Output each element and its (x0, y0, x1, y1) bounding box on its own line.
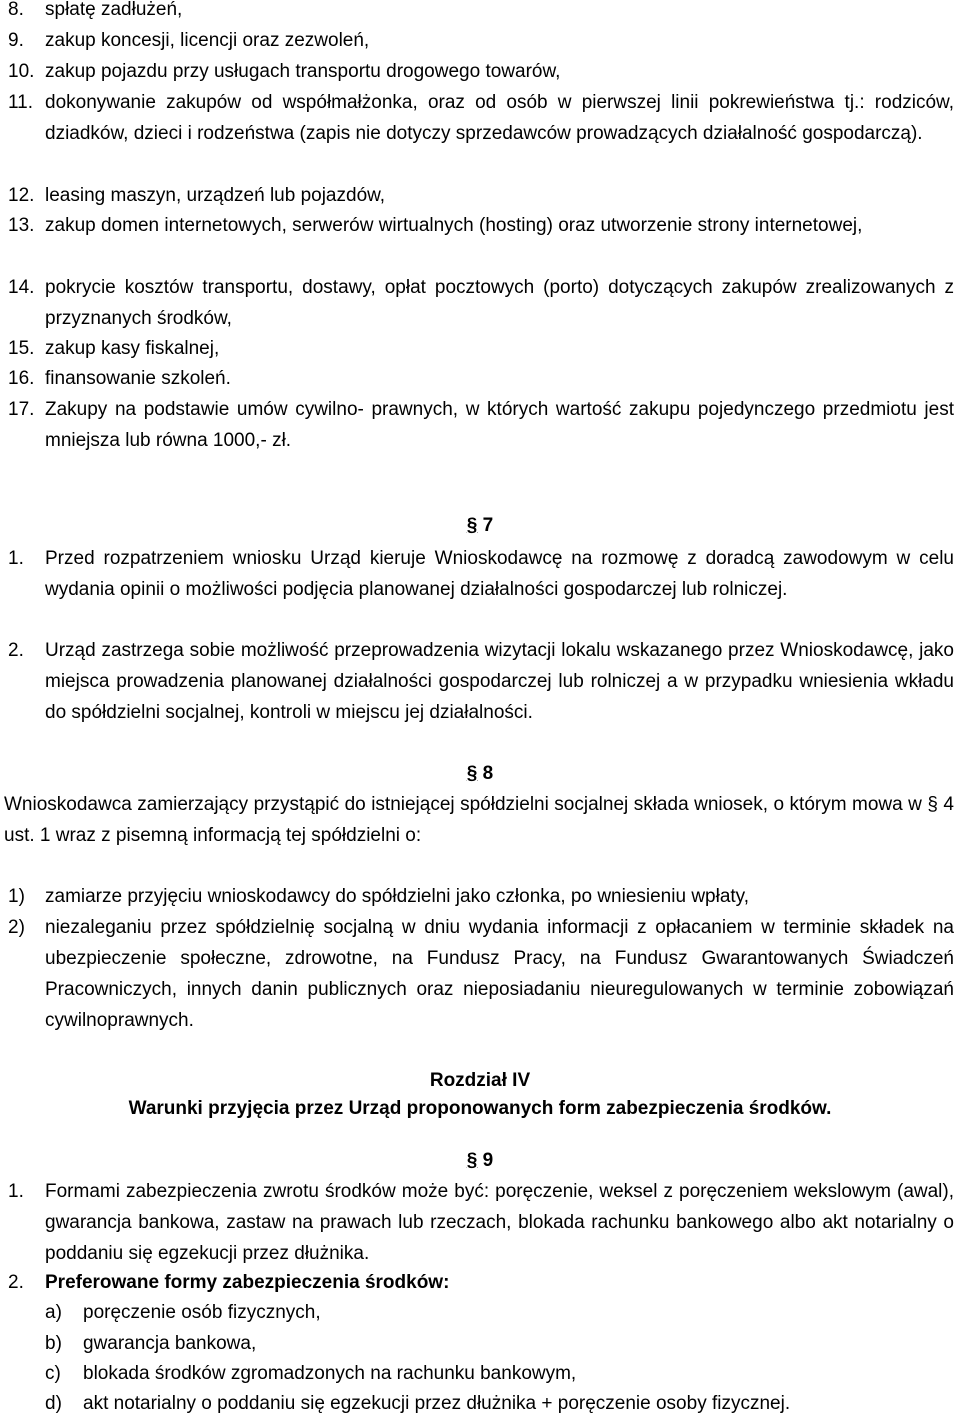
item-number: 17. (8, 399, 35, 420)
item-text: Zakupy na podstawie umów cywilno- prawnych, w których wartość zakupu pojedynczego przedmiotu jest mniejsza lub równa 1000,- zł. (45, 399, 954, 451)
item-letter: c) (45, 1363, 61, 1384)
paragraph-symbol: § (466, 763, 478, 784)
item-text: niezaleganiu przez spółdzielnię socjalną w dniu wydania informacji z opłacaniem w terminie składek na ubezpieczenie społeczne, zdrowotne, na Fundusz Pracy, na Fundusz Gwarantowanych Świadczeń Pracowniczych, innych danin publicznych oraz nieposiadaniu nieuregulowanych w terminie zobowiązań cywilnoprawnych. (45, 917, 954, 1031)
item-text: Przed rozpatrzeniem wniosku Urząd kieruje Wnioskodawcę na rozmowę z doradcą zawodowym w celu wydania opinii o możliwości podjęcia planowanej działalności gospodarczej lub rolniczej. (45, 548, 954, 600)
section-heading-8 (0, 758, 960, 789)
item-letter: b) (45, 1333, 62, 1354)
item-text: pokrycie kosztów transportu, dostawy, opłat pocztowych (porto) dotyczących zakupów zrealizowanych z przyznanych środków, (45, 277, 954, 329)
item-text: finansowanie szkoleń. (45, 368, 231, 389)
item-number: 14. (8, 277, 35, 298)
item-letter: a) (45, 1302, 62, 1323)
item-number: 16. (8, 368, 35, 389)
item-text: Formami zabezpieczenia zwrotu środków może być: poręczenie, weksel z poręczeniem wekslowym (awal), gwarancja bankowa, zastaw na prawach lub rzeczach, blokada rachunku bankowego albo akt notarialny o poddaniu się egzekucji przez dłużnika. (45, 1181, 954, 1264)
item-text: zakup pojazdu przy usługach transportu drogowego towarów, (45, 61, 561, 82)
section-number: 8 (482, 763, 494, 784)
item-text: zakup kasy fiskalnej, (45, 338, 220, 359)
item-number: 11. (8, 92, 34, 113)
item-text: zakup domen internetowych, serwerów wirtualnych (hosting) oraz utworzenie strony internetowej, (45, 215, 863, 236)
item-number: 12. (8, 185, 35, 206)
item-text: zamiarze przyjęciu wnioskodawcy do spółdzielni jako członka, po wniesieniu wpłaty, (45, 886, 750, 907)
intro-text: Wnioskodawca zamierzający przystąpić do istniejącej spółdzielni socjalnej składa wniosek, o którym mowa w § 4 ust. 1 wraz z pisemną informacją tej spółdzielni o: (4, 794, 954, 846)
item-number: 1) (8, 886, 25, 907)
item-text: akt notarialny o poddaniu się egzekucji przez dłużnika + poręczenie osoby fizycznej. (83, 1393, 791, 1414)
item-text: poręczenie osób fizycznych, (83, 1302, 321, 1323)
item-number: 2) (8, 917, 25, 938)
item-number: 1. (8, 1181, 24, 1202)
item-number: 8. (8, 0, 24, 20)
item-number: 1. (8, 548, 24, 569)
section-number: 9 (482, 1150, 494, 1171)
item-text: blokada środków zgromadzonych na rachunku bankowym, (83, 1363, 577, 1384)
section-heading-7 (0, 510, 960, 541)
item-text: spłatę zadłużeń, (45, 0, 183, 20)
section-heading-9 (0, 1145, 960, 1176)
item-text: Urząd zastrzega sobie możliwość przeprowadzenia wizytacji lokalu wskazanego przez Wnioskodawcę, jako miejsca prowadzenia planowanej działalności gospodarczej lub rolniczej a w przypadku wniesienia wkładu do spółdzielni socjalnej, kontroli w miejscu jej działalności. (45, 640, 954, 723)
chapter-subtitle: Warunki przyjęcia przez Urząd proponowanych form zabezpieczenia środków. (128, 1098, 832, 1119)
item-number: 9. (8, 30, 24, 51)
item-number: 2. (8, 1272, 24, 1293)
item-text: dokonywanie zakupów od współmałżonka, oraz od osób w pierwszej linii pokrewieństwa tj.: rodziców, dziadków, dzieci i rodzeństwa (zapis nie dotyczy sprzedawców prowadzących działalność gospodarczą). (45, 92, 954, 144)
section-number: 7 (482, 515, 494, 536)
paragraph-symbol: § (466, 1150, 478, 1171)
item-letter: d) (45, 1393, 62, 1414)
item-text: gwarancja bankowa, (83, 1333, 257, 1354)
item-text: zakup koncesji, licencji oraz zezwoleń, (45, 30, 370, 51)
chapter-title: Rozdział IV (429, 1070, 531, 1091)
item-text: leasing maszyn, urządzeń lub pojazdów, (45, 185, 386, 206)
item-text: Preferowane formy zabezpieczenia środków: (45, 1272, 450, 1293)
item-number: 10. (8, 61, 35, 82)
item-number: 15. (8, 338, 35, 359)
item-number: 2. (8, 640, 24, 661)
paragraph-symbol: § (466, 515, 478, 536)
item-number: 13. (8, 215, 35, 236)
